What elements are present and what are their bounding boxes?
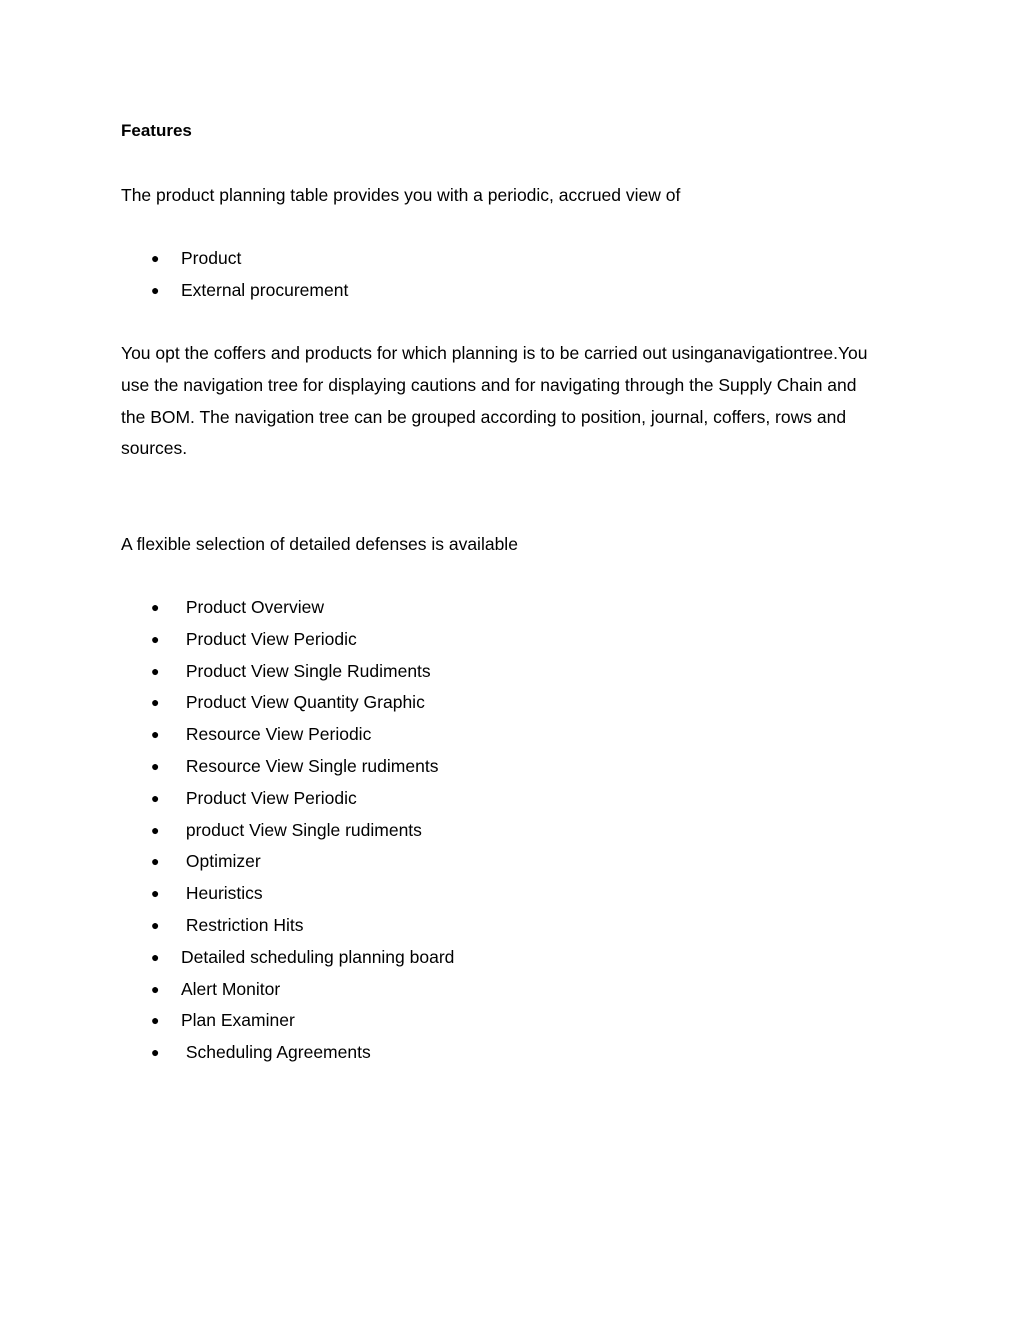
bullet-icon: ● <box>151 948 160 965</box>
list-item <box>121 656 454 688</box>
list-item-text: Product <box>181 248 242 268</box>
list-item-text: Restriction Hits <box>181 914 304 935</box>
bullet-icon: ● <box>151 789 160 806</box>
list-item-text: product View Single rudiments <box>181 819 422 840</box>
bullet-icon: ● <box>151 821 160 838</box>
list-item-text: Heuristics <box>181 883 263 904</box>
intro-paragraph: The product planning table provides you with a periodic, accrued view of <box>121 185 681 205</box>
list-item-text: Product View Single Rudiments <box>181 660 431 681</box>
list-item <box>121 846 454 878</box>
list-item-text: Optimizer <box>181 851 261 872</box>
bullet-icon: ● <box>151 694 160 711</box>
view-list <box>121 243 348 307</box>
bullet-icon: ● <box>151 980 160 997</box>
bullet-icon: ● <box>151 630 160 647</box>
bullet-icon: ● <box>151 599 160 615</box>
bullet-icon: ● <box>151 757 160 774</box>
list-item-text: Scheduling Agreements <box>181 1042 371 1063</box>
list-item-text: External procurement <box>181 279 349 300</box>
list-item-text: Resource View Periodic <box>181 724 372 745</box>
selection-list <box>121 592 454 1069</box>
list-item <box>121 974 454 1006</box>
bullet-icon: ● <box>151 916 160 933</box>
list-item <box>121 243 348 275</box>
bullet-icon: ● <box>151 1012 160 1029</box>
list-item <box>121 719 454 751</box>
list-item <box>121 1037 454 1069</box>
list-item <box>121 687 454 719</box>
list-item <box>121 910 454 942</box>
list-item <box>121 624 454 656</box>
bullet-icon: ● <box>151 662 160 679</box>
bullet-icon: ● <box>151 885 160 902</box>
page-heading: Features <box>121 121 192 140</box>
list-item <box>121 815 454 847</box>
bullet-icon: ● <box>151 853 160 870</box>
list-item-text: Product View Quantity Graphic <box>181 692 425 713</box>
list-item <box>121 942 454 974</box>
list-item <box>121 783 454 815</box>
list-item <box>121 592 454 624</box>
list-item-text: Detailed scheduling planning board <box>181 946 455 967</box>
list-item-text: Alert Monitor <box>181 978 281 999</box>
list-item-text: Product View Periodic <box>181 628 357 649</box>
list-item-text: Plan Examiner <box>181 1010 295 1031</box>
list-item <box>121 878 454 910</box>
list-item <box>121 1005 454 1037</box>
list-item-text: Product View Periodic <box>181 787 357 808</box>
list-item <box>121 275 348 307</box>
list-item-text: Resource View Single rudiments <box>181 755 439 776</box>
bullet-icon: ● <box>151 726 160 743</box>
body-paragraph: You opt the coffers and products for which planning is to be carried out usinganavigationtree.You use the navigation tree for displaying cautions and for navigating through the Supply Chain and the BOM. The navigation tree can be grouped according to position, journal, coffers, rows and sources. <box>121 343 868 459</box>
bullet-icon: ● <box>151 1044 160 1061</box>
bullet-icon: ● <box>151 281 160 298</box>
list-item <box>121 751 454 783</box>
list-item-text: Product Overview <box>181 597 324 617</box>
bullet-icon: ● <box>151 250 160 266</box>
selection-intro-paragraph: A flexible selection of detailed defenses is available <box>121 534 518 554</box>
